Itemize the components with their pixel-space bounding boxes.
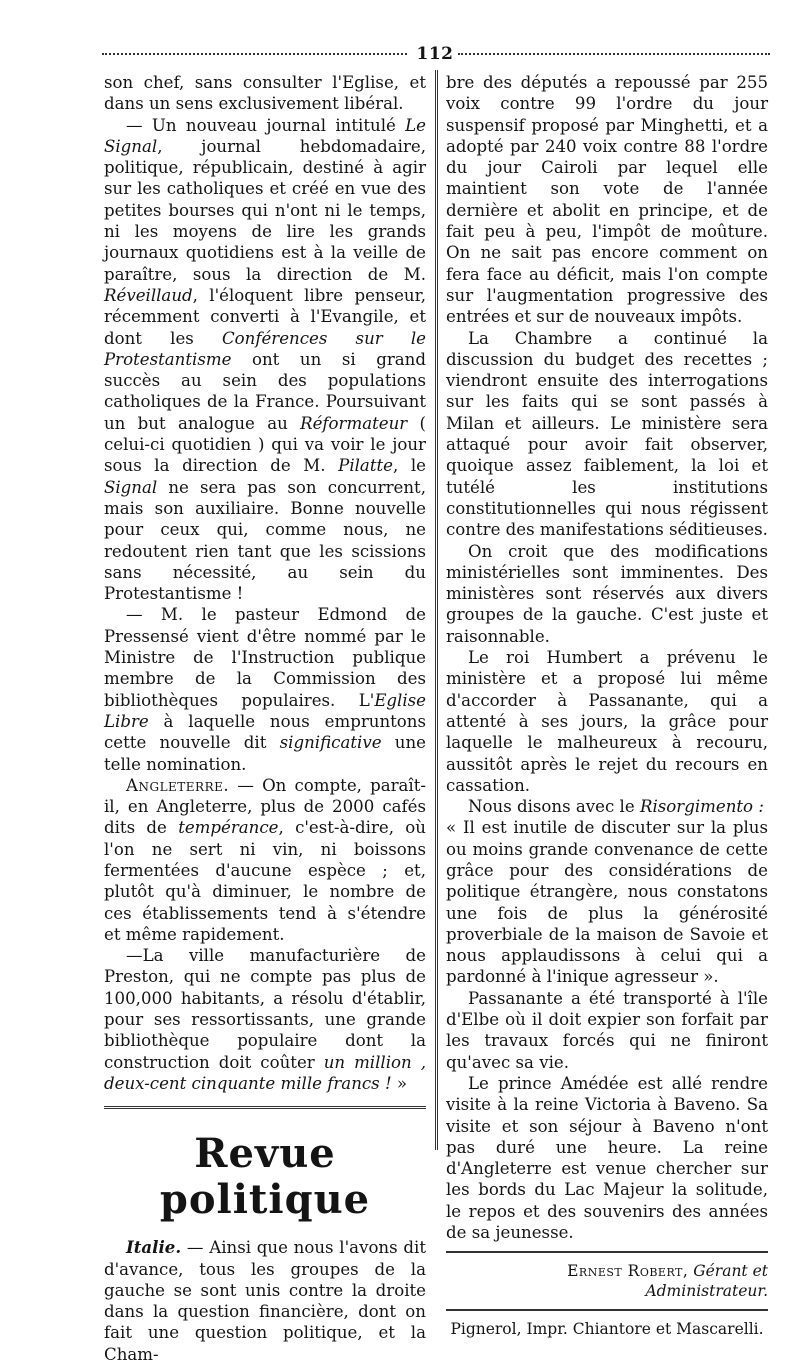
text-run: , journal hebdomadaire, politique, républicain, destiné à agir sur les catholiques et créé en vue des petites bourses qui n'ont ni le temps, ni les moyens de lire les grands journaux quotidiens est à la veille de paraître, sous la direction de M. — [104, 136, 426, 284]
text-run: » — [391, 1073, 408, 1093]
page-number: 112 — [416, 44, 454, 64]
right-column — [446, 72, 768, 1339]
text-run: , l'éloquent libre penseur, récemment converti à l'Evangile, et dont les — [104, 285, 426, 348]
paragraph: La Chambre a continué la discussion du budget des recettes ; viendront ensuite des interrogations sur les faits qui se sont passés à Milan et ailleurs. Le ministère sera attaqué pour avoir fait observer, quoique assez faiblement, la loi et tutélé les institutions constitutionnelles qui nous régissent contre des manifestations séditieuses. — [446, 328, 768, 540]
signature-name: Ernest Robert, — [567, 1262, 689, 1281]
text-run: à laquelle nous empruntons cette nouvelle dit — [104, 711, 426, 753]
paragraph: Passanante a été transporté à l'île d'Elbe où il doit expier son forfait par les travaux forcés qui ne finiront qu'avec sa vie. — [446, 988, 768, 1072]
text-run: — M. le pasteur Edmond de Pressensé vient d'être nommé par le Ministre de l'Instruction publique membre de la Commission des bibliothèques populaires. L' — [104, 605, 426, 710]
section-separator — [104, 1106, 426, 1109]
text-run: , le — [393, 456, 426, 476]
paragraph-angleterre — [104, 775, 426, 945]
text-run: — Un nouveau journal intitulé — [126, 115, 406, 135]
section-title: Revue politique — [159, 1130, 371, 1224]
italic-run: Signal — [104, 477, 158, 497]
signature-separator — [446, 1251, 768, 1253]
signature-role: Gérant et Administrateur. — [645, 1262, 768, 1301]
paragraph-italie — [104, 1237, 426, 1365]
text-run: ne sera pas son concurrent, mais son auxiliaire. Bonne nouvelle pour ceux qui, comme nous, ne redoutent rien tant que les scissions sans nécessité, au sein du Protestantisme ! — [104, 477, 426, 604]
text-run: , c'est-à-dire, où l'on ne sert ni vin, ni boissons fermentées d'aucune espèce ; et, plutôt qu'à diminuer, le nombre de ces établissements tend à s'étendre et même rapidement. — [104, 818, 426, 944]
page-header — [102, 44, 770, 64]
country-heading: Angleterre. — [126, 775, 230, 795]
italic-run: tempérance — [178, 818, 279, 838]
italic-run: Eglise Libre — [104, 690, 426, 731]
text-run: — On compte, paraît-il, en Angleterre, plus de 2000 cafés dits de — [104, 775, 426, 838]
quotation: « Il est inutile de discuter sur la plus ou moins grande convenance de cette grâce pour des considérations de politique étrangère, nous constatons une fois de plus la générosité proverbiale de la maison de Savoie et nous applaudissons à celui qui a pardonné à l'inique agresseur ». — [446, 818, 768, 987]
italic-run: significative — [279, 733, 382, 753]
header-ornament-right — [458, 53, 770, 55]
italic-run: Conférences sur le Protestantisme — [104, 328, 426, 369]
paragraph: son chef, sans consulter l'Eglise, et dans un sens exclusivement libéral. — [104, 73, 426, 114]
paragraph-risorgimento — [446, 796, 768, 817]
text-run: Nous disons avec le — [468, 797, 640, 817]
printer-separator — [446, 1309, 768, 1311]
printer-line: Pignerol, Impr. Chiantore et Mascarelli. — [450, 1320, 764, 1339]
italic-run: Le Signal — [104, 115, 426, 156]
paragraph: Le roi Humbert a prévenu le ministère et a proposé lui même d'accorder à Passanante, qui a attenté à ses jours, la grâce pour laquelle le malheureux à recouru, aussitôt après le rejet du recours en cassation. — [446, 648, 768, 795]
paragraph-preston — [104, 945, 426, 1094]
header-ornament-left — [102, 53, 407, 55]
left-column — [104, 72, 426, 1365]
text-run: une telle nomination. — [104, 733, 426, 774]
italic-run: Réformateur — [300, 413, 408, 433]
text-run: ont un si grand succès au sein des populations catholiques de la France. Poursuivant un but analogue au — [104, 349, 426, 433]
paragraph-pressense — [104, 604, 426, 774]
paragraph-le-signal — [104, 115, 426, 605]
paragraph: Le prince Amédée est allé rendre visite à la reine Victoria à Baveno. Sa visite et son séjour à Baveno n'ont pas duré une heure. La reine d'Angleterre est venue chercher sur les bords du Lac Majeur la solitude, le repos et des souvenirs des années de sa jeunesse. — [446, 1073, 768, 1243]
signature — [446, 1261, 768, 1301]
text-run: — Ainsi que nous l'avons dit d'avance, tous les groupes de la gauche se sont unis contre la droite dans la question financière, dont on fait une question politique, et la Cham- — [104, 1238, 426, 1364]
italic-run: un million , deux-cent cinquante mille francs ! — [104, 1052, 426, 1093]
country-heading: Italie. — [126, 1237, 182, 1258]
italic-run: Risorgimento : — [639, 797, 764, 817]
column-divider — [435, 70, 438, 1150]
italic-run: Pilatte — [338, 456, 393, 476]
paragraph: bre des députés a repoussé par 255 voix contre 99 l'ordre du jour suspensif proposé par Minghetti, et a adopté par 240 voix contre 88 l'ordre du jour Cairoli par lequel elle maintient son vote de l'année dernière et abolit en principe, et de fait peu à peu, l'impôt de moûture. On ne sait pas encore comment on fera face au déficit, mais l'on compte sur l'augmentation progressive des entrées et sur de nouveaux impôts. — [446, 73, 768, 327]
text-run: —La ville manufacturière de Preston, qui ne compte pas plus de 100,000 habitants, a résolu d'établir, pour ses ressortissants, une grande bibliothèque populaire dont la construction doit coûter — [104, 946, 426, 1072]
italic-run: Réveillaud — [104, 285, 193, 305]
text-run: ( celui-ci quotidien ) qui va voir le jour sous la direction de M. — [104, 413, 427, 476]
paragraph: On croit que des modifications ministérielles sont imminentes. Des ministères sont réservés aux divers groupes de la gauche. C'est juste et raisonnable. — [446, 541, 768, 646]
